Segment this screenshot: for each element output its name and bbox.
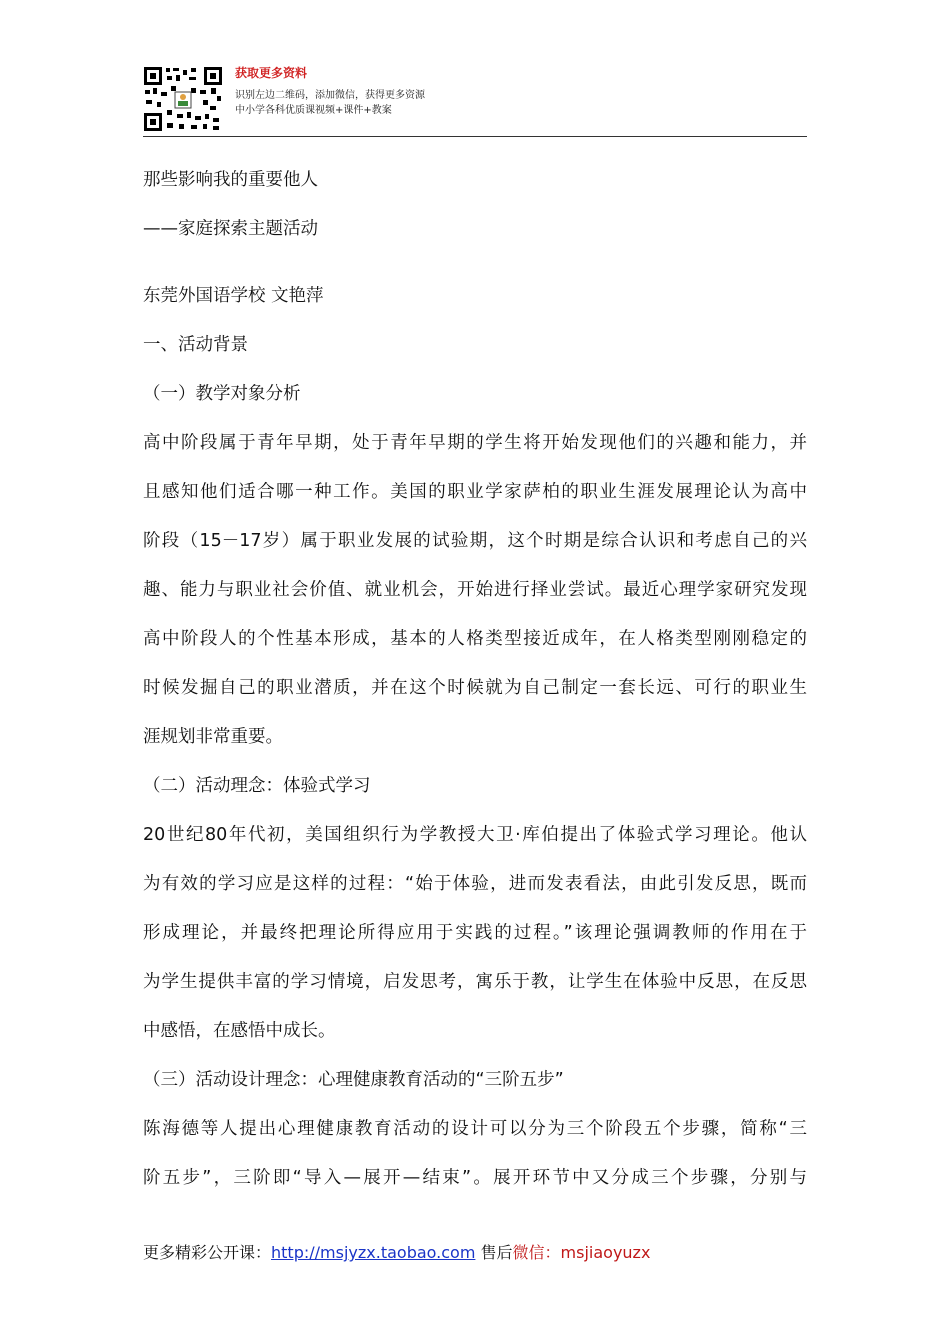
paragraph-line: 时候发掘自己的职业潜质，并在这个时候就为自己制定一套长远、可行的职业生 [143,678,807,698]
paragraph-3 [143,1105,807,1203]
footer-middle: 售后 [475,1243,513,1262]
subsection-heading-2: （二）活动理念：体验式学习 [143,776,371,796]
header-title: 获取更多资料 [235,66,308,80]
paragraph-line: 陈海德等人提出心理健康教育活动的设计可以分为三个阶段五个步骤，简称“三 [143,1119,807,1139]
doc-subtitle: ——家庭探索主题活动 [143,219,318,239]
paragraph-line: 阶五步”，三阶即“导入—展开—结束”。展开环节中又分成三个步骤，分别与 [143,1168,807,1188]
section-heading: 一、活动背景 [143,335,248,355]
subsection-heading-3: （三）活动设计理念：心理健康教育活动的“三阶五步” [143,1070,564,1090]
doc-author: 东莞外国语学校 文艳萍 [143,286,324,306]
paragraph-line: 涯规划非常重要。 [143,727,283,747]
header-line-2: 中小学各科优质课视频+课件+教案 [235,105,392,116]
document-body [143,156,807,1203]
paragraph-1 [143,419,807,762]
paragraph-line: 形成理论，并最终把理论所得应用于实践的过程。”该理论强调教师的作用在于 [143,923,807,943]
paragraph-line: 高中阶段属于青年早期，处于青年早期的学生将开始发现他们的兴趣和能力，并 [143,433,807,453]
qr-code-icon [143,66,223,132]
header-text [235,66,425,118]
paragraph-line: 趣、能力与职业社会价值、就业机会，开始进行择业尝试。最近心理学家研究发现 [143,580,807,600]
paragraph-2 [143,811,807,1056]
page-footer [143,1240,650,1263]
paragraph-line: 为学生提供丰富的学习情境，启发思考，寓乐于教，让学生在体验中反思，在反思 [143,972,807,992]
header-line-1: 识别左边二维码，添加微信，获得更多资源 [235,90,425,101]
subsection-heading-1: （一）教学对象分析 [143,384,301,404]
paragraph-line: 中感悟，在感悟中成长。 [143,1021,336,1041]
footer-prefix: 更多精彩公开课： [143,1243,272,1262]
page-header [143,64,807,137]
paragraph-line: 且感知他们适合哪一种工作。美国的职业学家萨柏的职业生涯发展理论认为高中 [143,482,807,502]
paragraph-line: 高中阶段人的个性基本形成，基本的人格类型接近成年，在人格类型刚刚稳定的 [143,629,807,649]
footer-wechat-id: msjiaoyuzx [560,1243,651,1262]
footer-wechat-label: 微信： [512,1243,561,1262]
paragraph-line: 为有效的学习应是这样的过程：“始于体验，进而发表看法，由此引发反思，既而 [143,874,807,894]
paragraph-line: 阶段（15－17岁）属于职业发展的试验期，这个时期是综合认识和考虑自己的兴 [143,531,807,551]
footer-shop-link[interactable]: http://msjyzx.taobao.com [271,1243,476,1262]
doc-title: 那些影响我的重要他人 [143,170,318,190]
paragraph-line: 20世纪80年代初，美国组织行为学教授大卫·库伯提出了体验式学习理论。他认 [143,825,807,845]
